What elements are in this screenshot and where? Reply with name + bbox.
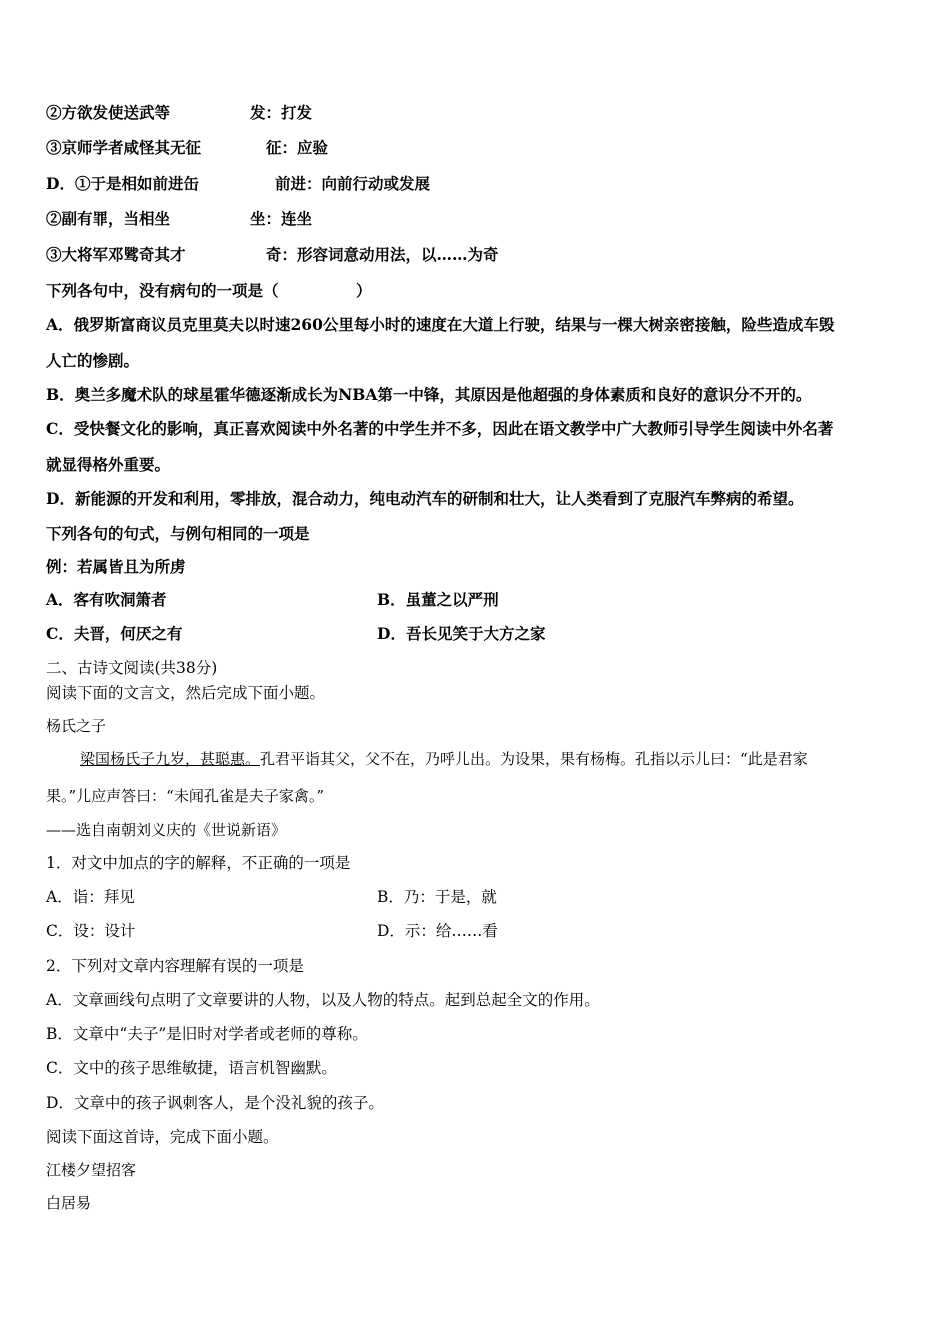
item-b2 xyxy=(46,103,313,123)
sick-sentence-stem: 下列各句中，没有病句的一项是（ ） xyxy=(46,281,372,300)
pattern-stem: 下列各句的句式，与例句相同的一项是 xyxy=(46,524,310,543)
q1-row-ab xyxy=(46,887,497,907)
q1-option-d: D．示：给……看 xyxy=(377,922,498,940)
sick-option-d: D．新能源的开发和利用，零排放，混合动力，纯电动汽车的研制和壮大，让人类看到了克服汽车弊病的希望。 xyxy=(46,489,804,508)
q1-stem: 1．对文中加点的字的解释，不正确的一项是 xyxy=(46,854,351,872)
passage-underlined-sentence: 梁国杨氏子九岁，甚聪惠。 xyxy=(80,750,261,768)
pattern-option-d: D．吾长见笑于大方之家 xyxy=(377,624,546,643)
item-d2-gloss: 坐：连坐 xyxy=(250,209,313,228)
option-d-gloss: 前进：向前行动或发展 xyxy=(275,174,431,193)
item-d3-sentence: ③大将军邓骘奇其才 xyxy=(46,245,186,264)
passage-source: ——选自南朝刘义庆的《世说新语》 xyxy=(46,821,287,839)
pattern-option-c: C．夫晋，何厌之有 xyxy=(46,624,183,643)
sick-option-a-line1: A．俄罗斯富商议员克里莫夫以时速260公里每小时的速度在大道上行驶，结果与一棵大树亲密接触，险些造成车毁 xyxy=(46,315,835,334)
option-d xyxy=(46,174,431,194)
q2-option-a: A．文章画线句点明了文章要讲的人物，以及人物的特点。起到总起全文的作用。 xyxy=(46,991,600,1009)
sick-option-a-line2: 人亡的惨剧。 xyxy=(46,351,140,370)
q1-option-b: B．乃：于是，就 xyxy=(377,888,497,906)
item-d2-sentence: ②副有罪，当相坐 xyxy=(46,209,171,228)
pattern-row-cd xyxy=(46,624,546,644)
pattern-row-ab xyxy=(46,590,499,610)
pattern-option-a: A．客有吹洞箫者 xyxy=(46,590,167,609)
q1-option-a: A．诣：拜见 xyxy=(46,888,135,906)
poem-author: 白居易 xyxy=(46,1194,92,1212)
section2-heading: 二、古诗文阅读(共38分) xyxy=(46,659,218,677)
section2-instruction: 阅读下面的文言文，然后完成下面小题。 xyxy=(46,684,326,702)
item-b3-gloss: 征：应验 xyxy=(266,138,329,157)
item-b2-gloss: 发：打发 xyxy=(250,103,313,122)
item-b3-sentence: ③京师学者咸怪其无征 xyxy=(46,138,202,157)
sick-option-c-line1: C．受快餐文化的影响，真正喜欢阅读中外名著的中学生并不多，因此在语文教学中广大教师引导学生阅读中外名著 xyxy=(46,419,834,438)
poem-title: 江楼夕望招客 xyxy=(46,1161,137,1179)
item-b2-sentence: ②方欲发使送武等 xyxy=(46,103,171,122)
item-d2 xyxy=(46,209,313,229)
q1-row-cd xyxy=(46,921,498,941)
passage-para2: 果。”儿应声答曰：“未闻孔雀是夫子家禽。” xyxy=(46,787,325,805)
passage-title: 杨氏之子 xyxy=(46,717,107,735)
item-b3 xyxy=(46,138,329,158)
q1-option-c: C．设：设计 xyxy=(46,922,136,940)
pattern-example: 例：若属皆且为所虏 xyxy=(46,557,186,576)
option-d-sentence: D．①于是相如前进缶 xyxy=(46,174,199,193)
sick-option-c-line2: 就显得格外重要。 xyxy=(46,455,171,474)
q2-stem: 2．下列对文章内容理解有误的一项是 xyxy=(46,957,304,975)
q2-option-d: D．文章中的孩子讽刺客人，是个没礼貌的孩子。 xyxy=(46,1094,384,1112)
q2-option-c: C．文中的孩子思维敏捷，语言机智幽默。 xyxy=(46,1059,337,1077)
pattern-option-b: B．虽董之以严刑 xyxy=(377,590,499,609)
passage-para1-rest: 孔君平诣其父，父不在，乃呼儿出。为设果，果有杨梅。孔指以示儿曰：“此是君家 xyxy=(260,750,808,768)
passage-para1 xyxy=(80,749,808,769)
poem-instruction: 阅读下面这首诗，完成下面小题。 xyxy=(46,1128,279,1146)
item-d3 xyxy=(46,245,499,265)
item-d3-gloss: 奇：形容词意动用法，以……为奇 xyxy=(266,245,499,264)
sick-option-b: B．奥兰多魔术队的球星霍华德逐渐成长为NBA第一中锋，其原因是他超强的身体素质和良好的意识分不开的。 xyxy=(46,385,812,404)
q2-option-b: B．文章中“夫子”是旧时对学者或老师的尊称。 xyxy=(46,1025,368,1043)
